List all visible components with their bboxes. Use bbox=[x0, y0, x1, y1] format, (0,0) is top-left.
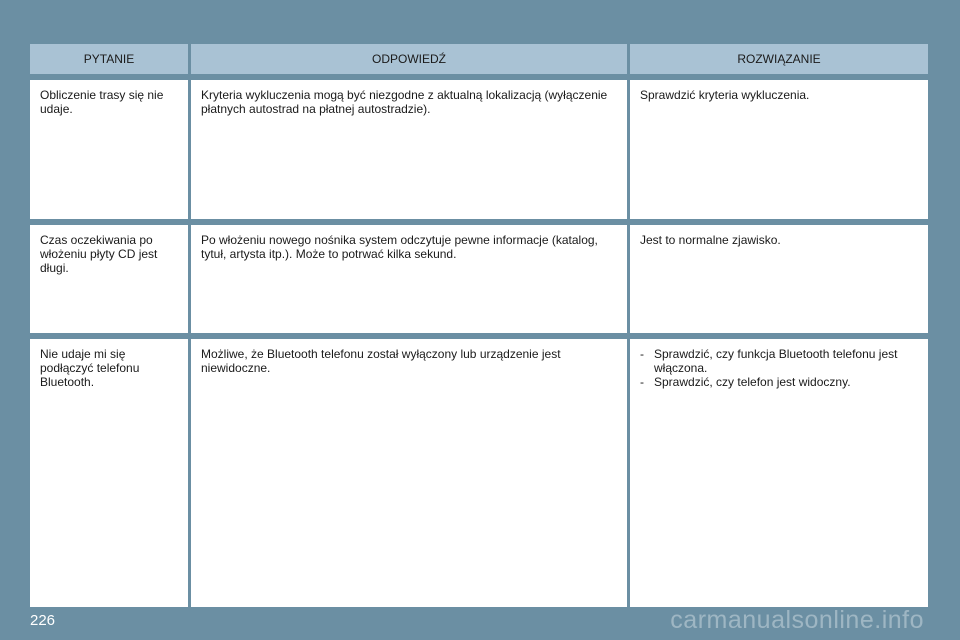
question-cell: Nie udaje mi się podłączyć telefonu Bluetooth. bbox=[30, 339, 188, 607]
table-header-row bbox=[30, 44, 928, 74]
table-row bbox=[30, 339, 928, 607]
question-cell: Obliczenie trasy się nie udaje. bbox=[30, 80, 188, 219]
solution-cell bbox=[630, 80, 928, 219]
solution-cell bbox=[630, 339, 928, 607]
troubleshooting-table bbox=[30, 44, 928, 613]
table-row bbox=[30, 225, 928, 333]
solution-list-item: - Sprawdzić, czy funkcja Bluetooth telefonu jest włączona. bbox=[640, 347, 918, 375]
answer-cell: Kryteria wykluczenia mogą być niezgodne z aktualną lokalizacją (wyłączenie płatnych autostrad na płatnej autostradzie). bbox=[191, 80, 627, 219]
solution-text: Sprawdzić kryteria wykluczenia. bbox=[640, 88, 810, 102]
table-row bbox=[30, 80, 928, 219]
watermark: carmanualsonline.info bbox=[670, 606, 924, 634]
solution-list bbox=[640, 347, 918, 389]
page-number: 226 bbox=[30, 612, 56, 629]
answer-cell: Po włożeniu nowego nośnika system odczytuje pewne informacje (katalog, tytuł, artysta itp.). Może to potrwać kilka sekund. bbox=[191, 225, 627, 333]
solution-text: Jest to normalne zjawisko. bbox=[640, 233, 781, 247]
solution-cell bbox=[630, 225, 928, 333]
answer-cell: Możliwe, że Bluetooth telefonu został wyłączony lub urządzenie jest niewidoczne. bbox=[191, 339, 627, 607]
question-cell: Czas oczekiwania po włożeniu płyty CD jest długi. bbox=[30, 225, 188, 333]
header-question: PYTANIE bbox=[30, 44, 188, 74]
header-solution: ROZWIĄZANIE bbox=[630, 44, 928, 74]
solution-list-item: - Sprawdzić, czy telefon jest widoczny. bbox=[640, 375, 918, 389]
header-answer: ODPOWIEDŹ bbox=[191, 44, 627, 74]
